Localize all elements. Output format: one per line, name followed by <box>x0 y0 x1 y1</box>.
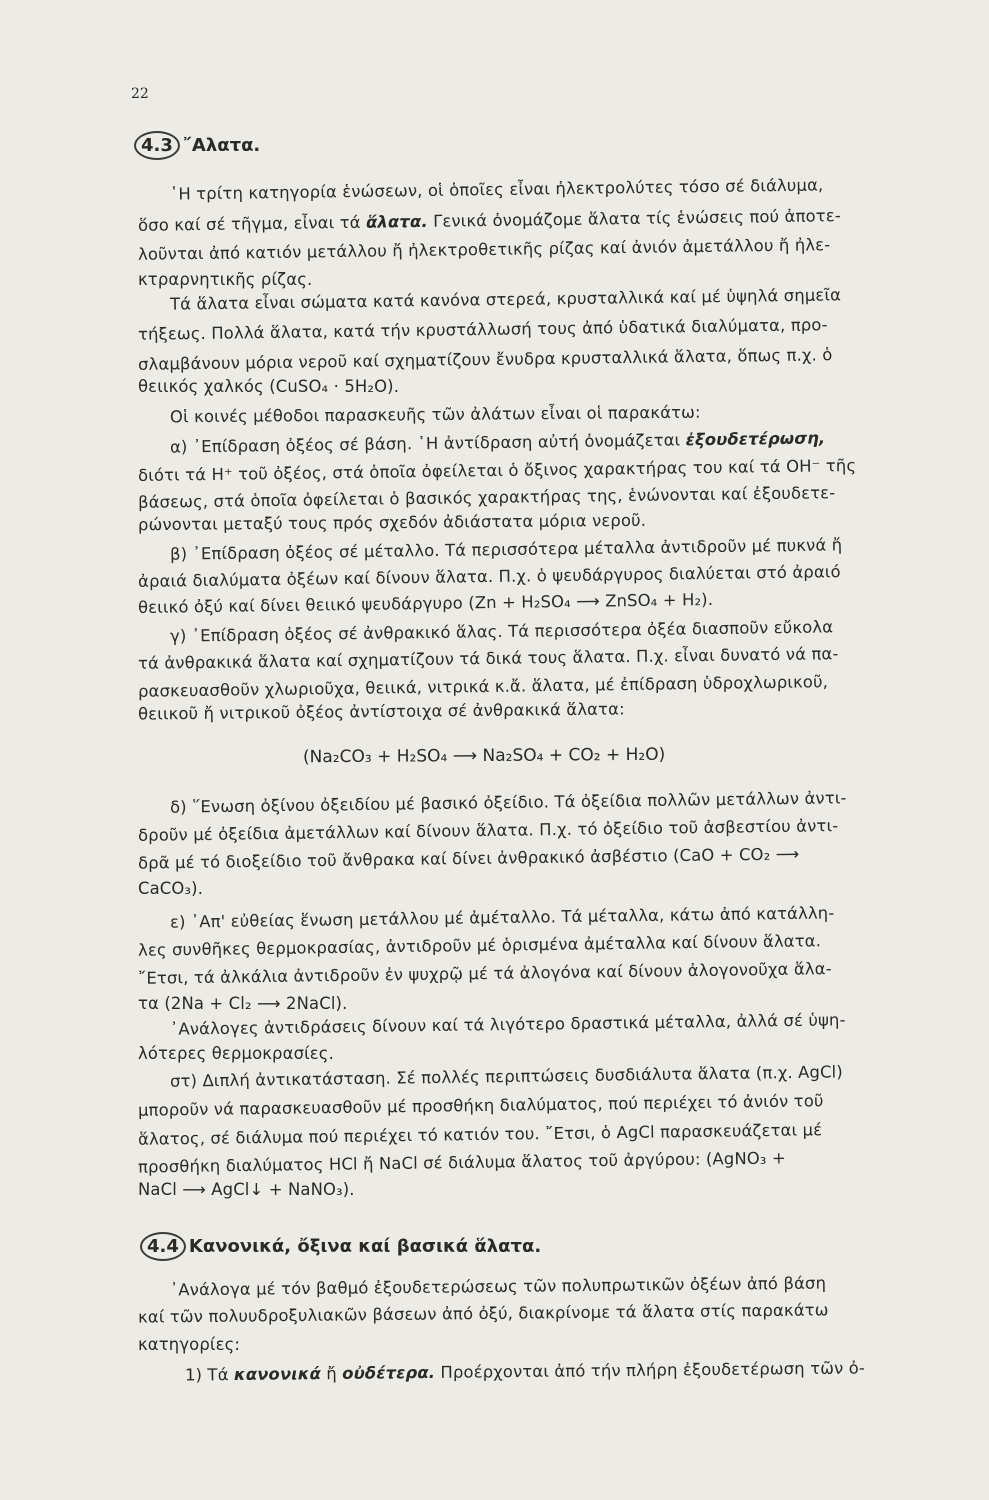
text-line: βάσεως, στά ὁποῖα ὀφείλεται ὁ βασικός χαρακτήρας της, ἑνώνονται καί ἐξουδετε- <box>137 483 836 512</box>
text-line: ρασκευασθοῦν χλωριοῦχα, θειικά, νιτρικά κ.ἄ. ἅλατα, μέ ἐπίδραση ὑδροχλωρικοῦ, <box>137 672 829 701</box>
text-line: λες συνθῆκες θερμοκρασίας, ἀντιδροῦν μέ ὁρισμένα ἀμέταλλα καί δίνουν ἅλατα. <box>137 931 822 960</box>
text-line: Οἱ κοινές μέθοδοι παρασκευῆς τῶν ἀλάτων εἶναι οἱ παρακάτω: <box>169 402 701 427</box>
text-run: ὅσο καί σέ τῆγμα, εἶναι τά <box>137 212 367 235</box>
text-line: β) ᾿Επίδραση ὀξέος σέ μέταλλο. Τά περισσότερα μέταλλα ἀντιδροῦν μέ πυκνά ἤ <box>169 535 843 564</box>
chemical-equation: (Na₂CO₃ + H₂SO₄ ⟶ Na₂SO₄ + CO₂ + H₂O) <box>302 744 666 768</box>
text-line: τα (2Na + Cl₂ ⟶ 2NaCl). <box>138 994 348 1013</box>
text-line: δροῦν μέ ὀξείδια ἀμετάλλων καί δίνουν ἅλατα. Π.χ. τό ὀξείδιο τοῦ ἀσβεστίου ἀντι- <box>137 816 839 845</box>
text-line <box>138 206 841 235</box>
section-number: 4.4 <box>140 1232 186 1261</box>
term-emphasis: κανονικά <box>233 1364 322 1385</box>
text-run: Προέρχονται ἀπό τήν πλήρη ἐξουδετέρωση τῶν ὀ- <box>435 1358 866 1382</box>
text-line: στ) Διπλή ἀντικατάσταση. Σέ πολλές περιπτώσεις δυσδιάλυτα ἅλατα (π.χ. AgCl) <box>169 1062 843 1091</box>
text-line: τά ἀνθρακικά ἅλατα καί σχηματίζουν τά δικά τους ἅλατα. Π.χ. εἶναι δυνατό νά πα- <box>137 644 839 673</box>
text-run: 1) Τά <box>184 1365 235 1385</box>
text-line: ᾿Ανάλογα μέ τόν βαθμό ἐξουδετερώσεως τῶν πολυπρωτικῶν ὀξέων ἀπό βάση <box>169 1273 827 1300</box>
text-line: θειικοῦ ἤ νιτρικοῦ ὀξέος ἀντίστοιχα σέ ἀνθρακικά ἅλατα: <box>137 699 625 724</box>
text-line: κτραρνητικῆς ρίζας. <box>138 270 313 289</box>
text-line: ῎Ετσι, τά ἀλκάλια ἀντιδροῦν ἐν ψυχρῷ μέ τά ἀλογόνα καί δίνουν ἀλογονοῦχα ἅλα- <box>137 959 832 988</box>
text-line: θειικός χαλκός (CuSO₄ · 5H₂O). <box>138 377 400 396</box>
text-line: ρώνονται μεταξύ τους πρός σχεδόν ἀδιάστατα μόρια νεροῦ. <box>137 510 647 535</box>
term-emphasis: ἐξουδετέρωση, <box>685 428 826 450</box>
section-number: 4.3 <box>134 131 180 160</box>
text-line: Τά ἅλατα εἶναι σώματα κατά κανόνα στερεά, κρυσταλλικά καί μέ ὑψηλά σημεῖα <box>169 285 842 314</box>
text-run: α) ᾿Επίδραση ὀξέος σέ βάση. ῾Η ἀντίδραση αὐτή ὀνομάζεται <box>169 430 686 457</box>
text-line: καί τῶν πολυυδροξυλιακῶν βάσεων ἀπό ὀξύ, διακρίνομε τά ἅλατα στίς παρακάτω <box>137 1300 829 1327</box>
text-line: μποροῦν νά παρασκευασθοῦν μέ προσθήκη διαλύματος, πού περιέχει τό ἀνιόν τοῦ <box>137 1091 824 1120</box>
text-run: Γενικά ὀνομάζομε ἅλατα τίς ἑνώσεις πού ἀποτε- <box>427 206 841 231</box>
text-line: ᾿Ανάλογες ἀντιδράσεις δίνουν καί τά λιγότερο δραστικά μέταλλα, ἀλλά σέ ὑψη- <box>169 1010 846 1039</box>
text-line: NaCl ⟶ AgCl↓ + NaNO₃). <box>138 1180 355 1199</box>
text-line <box>185 1358 865 1384</box>
text-line: δρᾶ μέ τό διοξείδιο τοῦ ἄνθρακα καί δίνει ἀνθρακικό ἀσβέστιο (CaO + CO₂ ⟶ <box>137 844 800 873</box>
text-line <box>170 428 826 456</box>
term-emphasis: οὐδέτερα. <box>342 1362 436 1383</box>
text-line: διότι τά Η⁺ τοῦ ὀξέος, στά ὁποῖα ὀφείλεται ὁ ὄξινος χαρακτήρας του καί τά ΟΗ⁻ τῆς <box>137 455 857 486</box>
section-heading-4-3 <box>134 131 260 160</box>
text-line: θειικό ὀξύ καί δίνει θειικό ψευδάργυρο (Zn + H₂SO₄ ⟶ ZnSO₄ + H₂). <box>137 589 714 618</box>
section-title: Κανονικά, ὄξινα καί βασικά ἅλατα. <box>188 1236 542 1257</box>
text-line: ἀραιά διαλύματα ὀξέων καί δίνουν ἅλατα. Π.χ. ὁ ψευδάργυρος διαλύεται στό ἀραιό <box>137 562 841 591</box>
page-number: 22 <box>131 86 149 102</box>
term-emphasis: ἅλατα. <box>365 211 428 232</box>
text-line: δ) ῞Ενωση ὀξίνου ὀξειδίου μέ βασικό ὀξείδιο. Τά ὀξείδια πολλῶν μετάλλων ἀντι- <box>169 788 847 817</box>
text-line: σλαμβάνουν μόρια νεροῦ καί σχηματίζουν ἔνυδρα κρυσταλλικά ἅλατα, ὅπως π.χ. ὁ <box>137 345 833 374</box>
text-line: λότερες θερμοκρασίες. <box>138 1044 334 1063</box>
text-line: προσθήκη διαλύματος HCl ἤ NaCl σέ διάλυμα ἅλατος τοῦ ἀργύρου: (AgNO₃ + <box>137 1148 786 1177</box>
text-line: CaCO₃). <box>138 879 204 898</box>
text-line: γ) ᾿Επίδραση ὀξέος σέ ἀνθρακικό ἅλας. Τά περισσότερα ὀξέα διασποῦν εὔκολα <box>169 617 834 646</box>
section-title: ῎Αλατα. <box>182 135 261 156</box>
text-run: ἤ <box>320 1363 343 1384</box>
text-line: ἅλατος, σέ διάλυμα πού περιέχει τό κατιόν του. ῎Ετσι, ὁ AgCl παρασκευάζεται μέ <box>137 1120 823 1149</box>
text-line: τήξεως. Πολλά ἅλατα, κατά τήν κρυστάλλωσή τους ἀπό ὑδατικά διαλύματα, προ- <box>137 315 828 344</box>
text-line: κατηγορίες: <box>138 1335 241 1354</box>
text-line: ῾Η τρίτη κατηγορία ἑνώσεων, οἱ ὁποῖες εἶναι ἠλεκτρολύτες τόσο σέ διάλυμα, <box>169 175 824 204</box>
section-heading-4-4 <box>140 1232 541 1261</box>
text-line: ε) ᾿Απ' εὐθείας ἕνωση μετάλλου μέ ἀμέταλλο. Τά μέταλλα, κάτω ἀπό κατάλλη- <box>169 903 835 932</box>
text-line: λοῦνται ἀπό κατιόν μετάλλου ἤ ἠλεκτροθετικῆς ρίζας καί ἀνιόν ἀμετάλλου ἤ ἠλε- <box>137 235 831 264</box>
